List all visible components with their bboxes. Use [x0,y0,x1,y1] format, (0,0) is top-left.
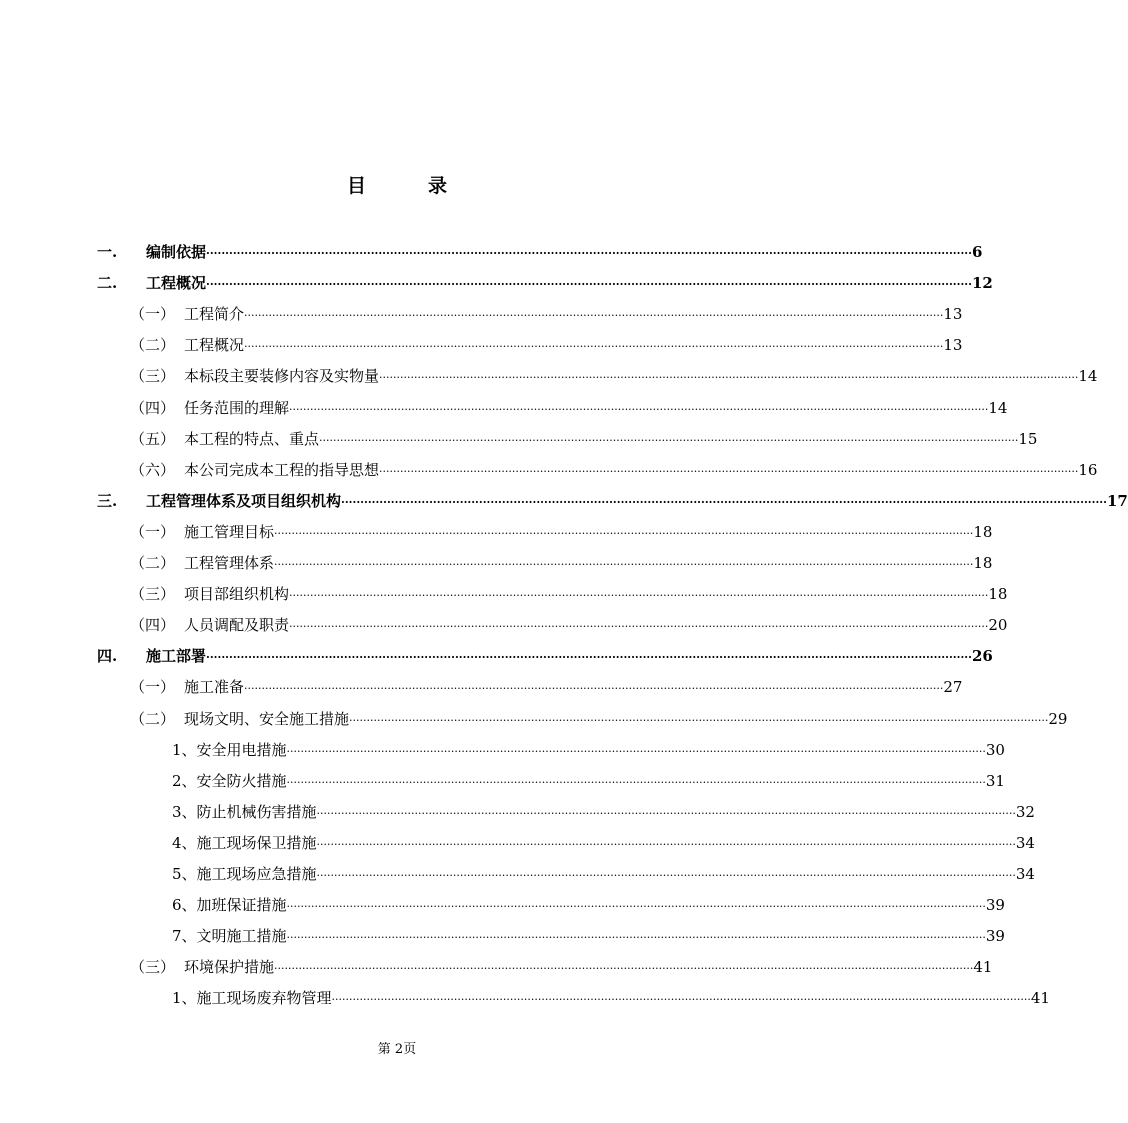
toc-entry-title: 项目部组织机构 [184,585,290,603]
toc-title-char-2: 录 [428,175,448,197]
toc-entry[interactable] [172,862,1035,886]
toc-entry[interactable] [130,427,1038,451]
toc-entry-title: 工程概况 [146,274,207,292]
page-footer [0,1041,794,1059]
toc-entry-page-number: 12 [971,274,993,292]
toc-entry-page-number: 41 [973,958,993,976]
toc-entry-title: 施工管理目标 [184,523,275,541]
toc-entry-page-number: 41 [1030,989,1050,1007]
toc-leader-dots: ········································································································································································································ [331,993,1031,1006]
toc-entry[interactable] [172,831,1035,855]
toc-entry[interactable] [130,675,963,699]
toc-entry-page-number: 18 [973,523,993,541]
toc-leader-dots: ········································································································································································································ [286,931,986,944]
toc-entry[interactable] [97,240,983,264]
toc-entry-title: 任务范围的理解 [184,399,290,417]
toc-entry-number: （二） [130,554,176,572]
toc-entry-page-number: 32 [1015,803,1035,821]
toc-entry-number: （四） [130,399,176,417]
toc-entry-number: （六） [130,461,176,479]
toc-entry-number: （一） [130,523,176,541]
toc-leader-dots: ········································································································································································································ [316,869,1016,882]
toc-entry-title: 本公司完成本工程的指导思想 [184,461,380,479]
toc-entry-number: （三） [130,585,176,603]
toc-entry-page-number: 13 [943,336,963,354]
toc-entry[interactable] [97,644,993,668]
toc-entry-page-number: 39 [985,896,1005,914]
toc-entry[interactable] [130,707,1068,731]
toc-entry-title: 工程概况 [184,336,245,354]
toc-leader-dots: ········································································································································································································ [379,371,1079,384]
toc-entry-page-number: 34 [1015,834,1035,852]
toc-entry-title: 7、文明施工措施 [172,927,287,945]
toc-entry-title: 本工程的特点、重点 [184,430,320,448]
toc-leader-dots: ········································································································································································································ [286,745,986,758]
toc-entry-title: 本标段主要装修内容及实物量 [184,367,380,385]
toc-entry-page-number: 31 [985,772,1005,790]
toc-entry-page-number: 13 [943,305,963,323]
toc-entry[interactable] [130,458,1098,482]
toc-title-char-1: 目 [346,175,366,197]
toc-leader-dots: ········································································································································································································ [289,620,989,633]
toc-leader-dots: ········································································································································································································ [206,278,972,291]
toc-entry-number: （一） [130,305,176,323]
toc-leader-dots: ········································································································································································································ [244,309,944,322]
toc-entry-title: 环境保护措施 [184,958,275,976]
toc-entry-number: （一） [130,678,176,696]
toc-entry-number: （四） [130,616,176,634]
toc-entry-page-number: 34 [1015,865,1035,883]
toc-leader-dots: ········································································································································································································ [274,558,974,571]
toc-entry[interactable] [172,893,1005,917]
toc-entry-title: 1、施工现场废弃物管理 [172,989,332,1007]
toc-entry[interactable] [130,396,1008,420]
toc-entry-page-number: 15 [1018,430,1038,448]
toc-entry-title: 3、防止机械伤害措施 [172,803,317,821]
toc-entry-title: 工程管理体系 [184,554,275,572]
toc-entry[interactable] [172,800,1035,824]
toc-leader-dots: ········································································································································································································ [319,434,1019,447]
toc-entry-page-number: 6 [971,243,983,261]
page-number-label: 第 2页 [377,1042,417,1057]
toc-entry-page-number: 20 [988,616,1008,634]
toc-entry[interactable] [172,769,1005,793]
toc-leader-dots: ········································································································································································································ [206,651,972,664]
toc-entry-number: 四. [97,647,118,665]
toc-leader-dots: ········································································································································································································ [289,403,989,416]
toc-entry-title: 5、施工现场应急措施 [172,865,317,883]
toc-entry-page-number: 18 [973,554,993,572]
toc-entry[interactable] [172,738,1005,762]
toc-entry-number: （三） [130,958,176,976]
toc-entry[interactable] [130,551,993,575]
toc-leader-dots: ········································································································································································································ [349,714,1049,727]
toc-entry-title: 编制依据 [146,243,207,261]
toc-entry-page-number: 30 [985,741,1005,759]
toc-entry-page-number: 39 [985,927,1005,945]
toc-entry-title: 工程简介 [184,305,245,323]
toc-entry-number: （二） [130,710,176,728]
toc-leader-dots: ········································································································································································································ [289,589,989,602]
toc-entry[interactable] [130,333,963,357]
toc-entry[interactable] [130,582,1008,606]
toc-entry-number: 二. [97,274,118,292]
toc-entry[interactable] [130,364,1098,388]
toc-entry[interactable] [172,924,1005,948]
toc-entry-title: 4、施工现场保卫措施 [172,834,317,852]
toc-entry-title: 施工准备 [184,678,245,696]
toc-entry-title: 1、安全用电措施 [172,741,287,759]
toc-entry-page-number: 14 [988,399,1008,417]
toc-entry[interactable] [97,271,993,295]
toc-entry-title: 6、加班保证措施 [172,896,287,914]
toc-entry[interactable] [130,520,993,544]
toc-entry-page-number: 17 [1106,492,1128,510]
toc-leader-dots: ········································································································································································································ [274,962,974,975]
toc-entry-page-number: 16 [1078,461,1098,479]
toc-entry-title: 人员调配及职责 [184,616,290,634]
toc-leader-dots: ········································································································································································································ [316,807,1016,820]
toc-leader-dots: ········································································································································································································ [379,465,1079,478]
toc-entry-number: （二） [130,336,176,354]
toc-entry[interactable] [130,955,993,979]
toc-entry-number: 一. [97,243,118,261]
toc-entry-title: 现场文明、安全施工措施 [184,710,350,728]
toc-entry-page-number: 26 [971,647,993,665]
toc-entry-page-number: 18 [988,585,1008,603]
toc-entry[interactable] [97,489,1128,513]
toc-leader-dots: ········································································································································································································ [274,527,974,540]
toc-entry-title: 工程管理体系及项目组织机构 [146,492,342,510]
toc-title [0,174,794,198]
toc-entry-title: 施工部署 [146,647,207,665]
toc-leader-dots: ········································································································································································································ [286,776,986,789]
toc-leader-dots: ········································································································································································································ [206,247,972,260]
toc-entry-number: （五） [130,430,176,448]
toc-entry[interactable] [172,986,1050,1010]
toc-leader-dots: ········································································································································································································ [244,340,944,353]
toc-entry-number: 三. [97,492,118,510]
toc-entry-page-number: 14 [1078,367,1098,385]
toc-entry-page-number: 27 [943,678,963,696]
toc-leader-dots: ········································································································································································································ [286,900,986,913]
toc-entry-number: （三） [130,367,176,385]
toc-entry-page-number: 29 [1048,710,1068,728]
toc-entry[interactable] [130,613,1008,637]
toc-leader-dots: ········································································································································································································ [341,496,1107,509]
toc-entry-title: 2、安全防火措施 [172,772,287,790]
toc-leader-dots: ········································································································································································································ [316,838,1016,851]
toc-leader-dots: ········································································································································································································ [244,682,944,695]
toc-entry[interactable] [130,302,963,326]
